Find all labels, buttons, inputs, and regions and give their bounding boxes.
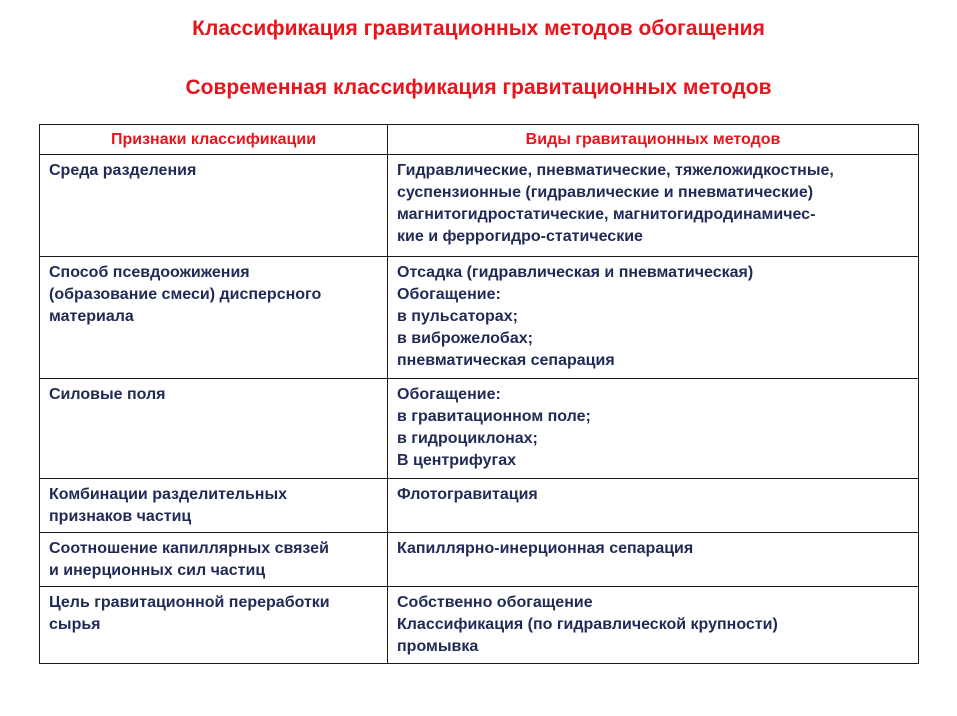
feature-line: Цель гравитационной переработки	[49, 594, 330, 611]
method-line: Обогащение:	[397, 386, 501, 403]
table-row	[40, 257, 919, 379]
feature-line: Способ псевдоожижения	[49, 264, 250, 281]
method-line: в гравитационном поле;	[397, 408, 591, 425]
feature-line: Силовые поля	[49, 386, 166, 403]
methods-cell	[388, 587, 919, 664]
method-line: промывка	[397, 638, 479, 655]
header-features: Признаки классификации	[40, 125, 388, 155]
method-line: Отсадка (гидравлическая и пневматическая)	[397, 264, 754, 281]
methods-cell	[388, 533, 919, 587]
method-line: пневматическая сепарация	[397, 352, 615, 369]
page-title: Классификация гравитационных методов обогащения	[192, 17, 765, 40]
method-line: в виброжелобах;	[397, 330, 533, 347]
feature-cell	[40, 379, 388, 479]
feature-cell	[40, 479, 388, 533]
methods-cell	[388, 155, 919, 257]
feature-cell	[40, 257, 388, 379]
feature-line: Среда разделения	[49, 162, 197, 179]
header-methods: Виды гравитационных методов	[388, 125, 919, 155]
feature-line: Комбинации разделительных	[49, 486, 288, 503]
methods-cell	[388, 379, 919, 479]
methods-cell	[388, 257, 919, 379]
feature-cell	[40, 155, 388, 257]
feature-line: (образование смеси) дисперсного	[49, 286, 322, 303]
method-line: В центрифугах	[397, 452, 516, 469]
table-row	[40, 379, 919, 479]
table-row	[40, 155, 919, 257]
feature-line: признаков частиц	[49, 508, 192, 525]
method-line: Обогащение:	[397, 286, 501, 303]
method-line: магнитогидростатические, магнитогидродинамичес-	[397, 206, 816, 223]
table-header-row	[40, 125, 919, 155]
methods-cell	[388, 479, 919, 533]
method-line: Капиллярно-инерционная сепарация	[397, 540, 694, 557]
method-line: Гидравлические, пневматические, тяжеложидкостные,	[397, 162, 834, 179]
method-line: суспензионные (гидравлические и пневматические)	[397, 184, 814, 201]
feature-cell	[40, 587, 388, 664]
method-line: в пульсаторах;	[397, 308, 518, 325]
feature-line: и инерционных сил частиц	[49, 562, 266, 579]
page-subtitle: Современная классификация гравитационных методов	[185, 76, 772, 99]
method-line: Собственно обогащение	[397, 594, 593, 611]
table-row	[40, 479, 919, 533]
method-line: в гидроциклонах;	[397, 430, 538, 447]
table-row	[40, 533, 919, 587]
method-line: Флотогравитация	[397, 486, 538, 503]
method-line: кие и феррогидро-статические	[397, 228, 643, 245]
classification-table	[39, 124, 919, 664]
feature-line: Соотношение капиллярных связей	[49, 540, 329, 557]
feature-line: материала	[49, 308, 134, 325]
feature-cell	[40, 533, 388, 587]
feature-line: сырья	[49, 616, 101, 633]
method-line: Классификация (по гидравлической крупности)	[397, 616, 778, 633]
table-row	[40, 587, 919, 664]
